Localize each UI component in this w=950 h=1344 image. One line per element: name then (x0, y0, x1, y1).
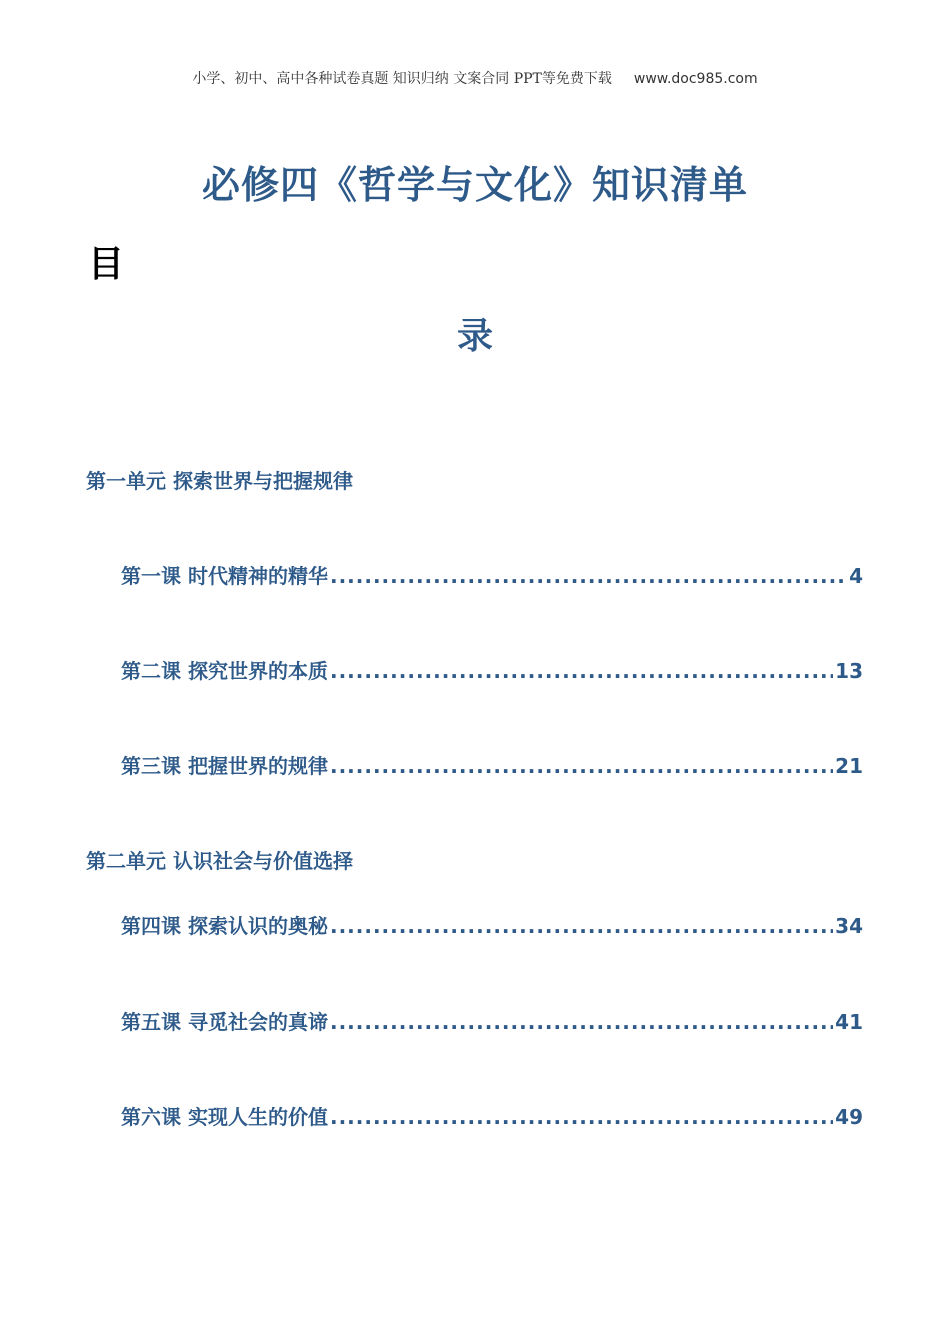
toc-entry-label: 第五课 寻觅社会的真谛 (121, 1010, 328, 1034)
toc-entry-lesson-3[interactable] (121, 750, 863, 779)
toc-leader-dots (330, 564, 847, 588)
toc-entry-lesson-6[interactable] (121, 1101, 863, 1130)
toc-entry-page: 21 (835, 754, 863, 778)
toc-entry-label: 第二课 探究世界的本质 (121, 659, 328, 683)
toc-entry-page: 4 (849, 564, 863, 588)
toc-entry-page: 41 (835, 1010, 863, 1034)
toc-entry-lesson-1[interactable] (121, 560, 863, 589)
toc-heading-part1: 目 (88, 244, 125, 285)
toc-entry-lesson-5[interactable] (121, 1006, 863, 1035)
toc-heading-part2: 录 (456, 316, 493, 357)
toc-entry-page: 49 (835, 1105, 863, 1129)
header-text: 小学、初中、高中各种试卷真题 知识归纳 文案合同 PPT等免费下载 (192, 71, 612, 87)
page-header (0, 68, 950, 88)
toc-unit-1[interactable]: 第一单元 探索世界与把握规律 (86, 469, 353, 493)
toc-entry-label: 第三课 把握世界的规律 (121, 754, 328, 778)
toc-entry-lesson-2[interactable] (121, 655, 863, 684)
toc-leader-dots (330, 659, 833, 683)
toc-leader-dots (330, 914, 833, 938)
document-title: 必修四《哲学与文化》知识清单 (201, 163, 748, 207)
toc-unit-2[interactable]: 第二单元 认识社会与价值选择 (86, 849, 353, 873)
toc-leader-dots (330, 754, 833, 778)
toc-entry-label: 第一课 时代精神的精华 (121, 564, 328, 588)
toc-entry-label: 第四课 探索认识的奥秘 (121, 914, 328, 938)
toc-leader-dots (330, 1010, 833, 1034)
toc-entry-page: 13 (835, 659, 863, 683)
toc-leader-dots (330, 1105, 833, 1129)
toc-entry-page: 34 (835, 914, 863, 938)
header-site-link[interactable]: www.doc985.com (633, 71, 758, 87)
toc-entry-label: 第六课 实现人生的价值 (121, 1105, 328, 1129)
toc-entry-lesson-4[interactable] (121, 910, 863, 939)
